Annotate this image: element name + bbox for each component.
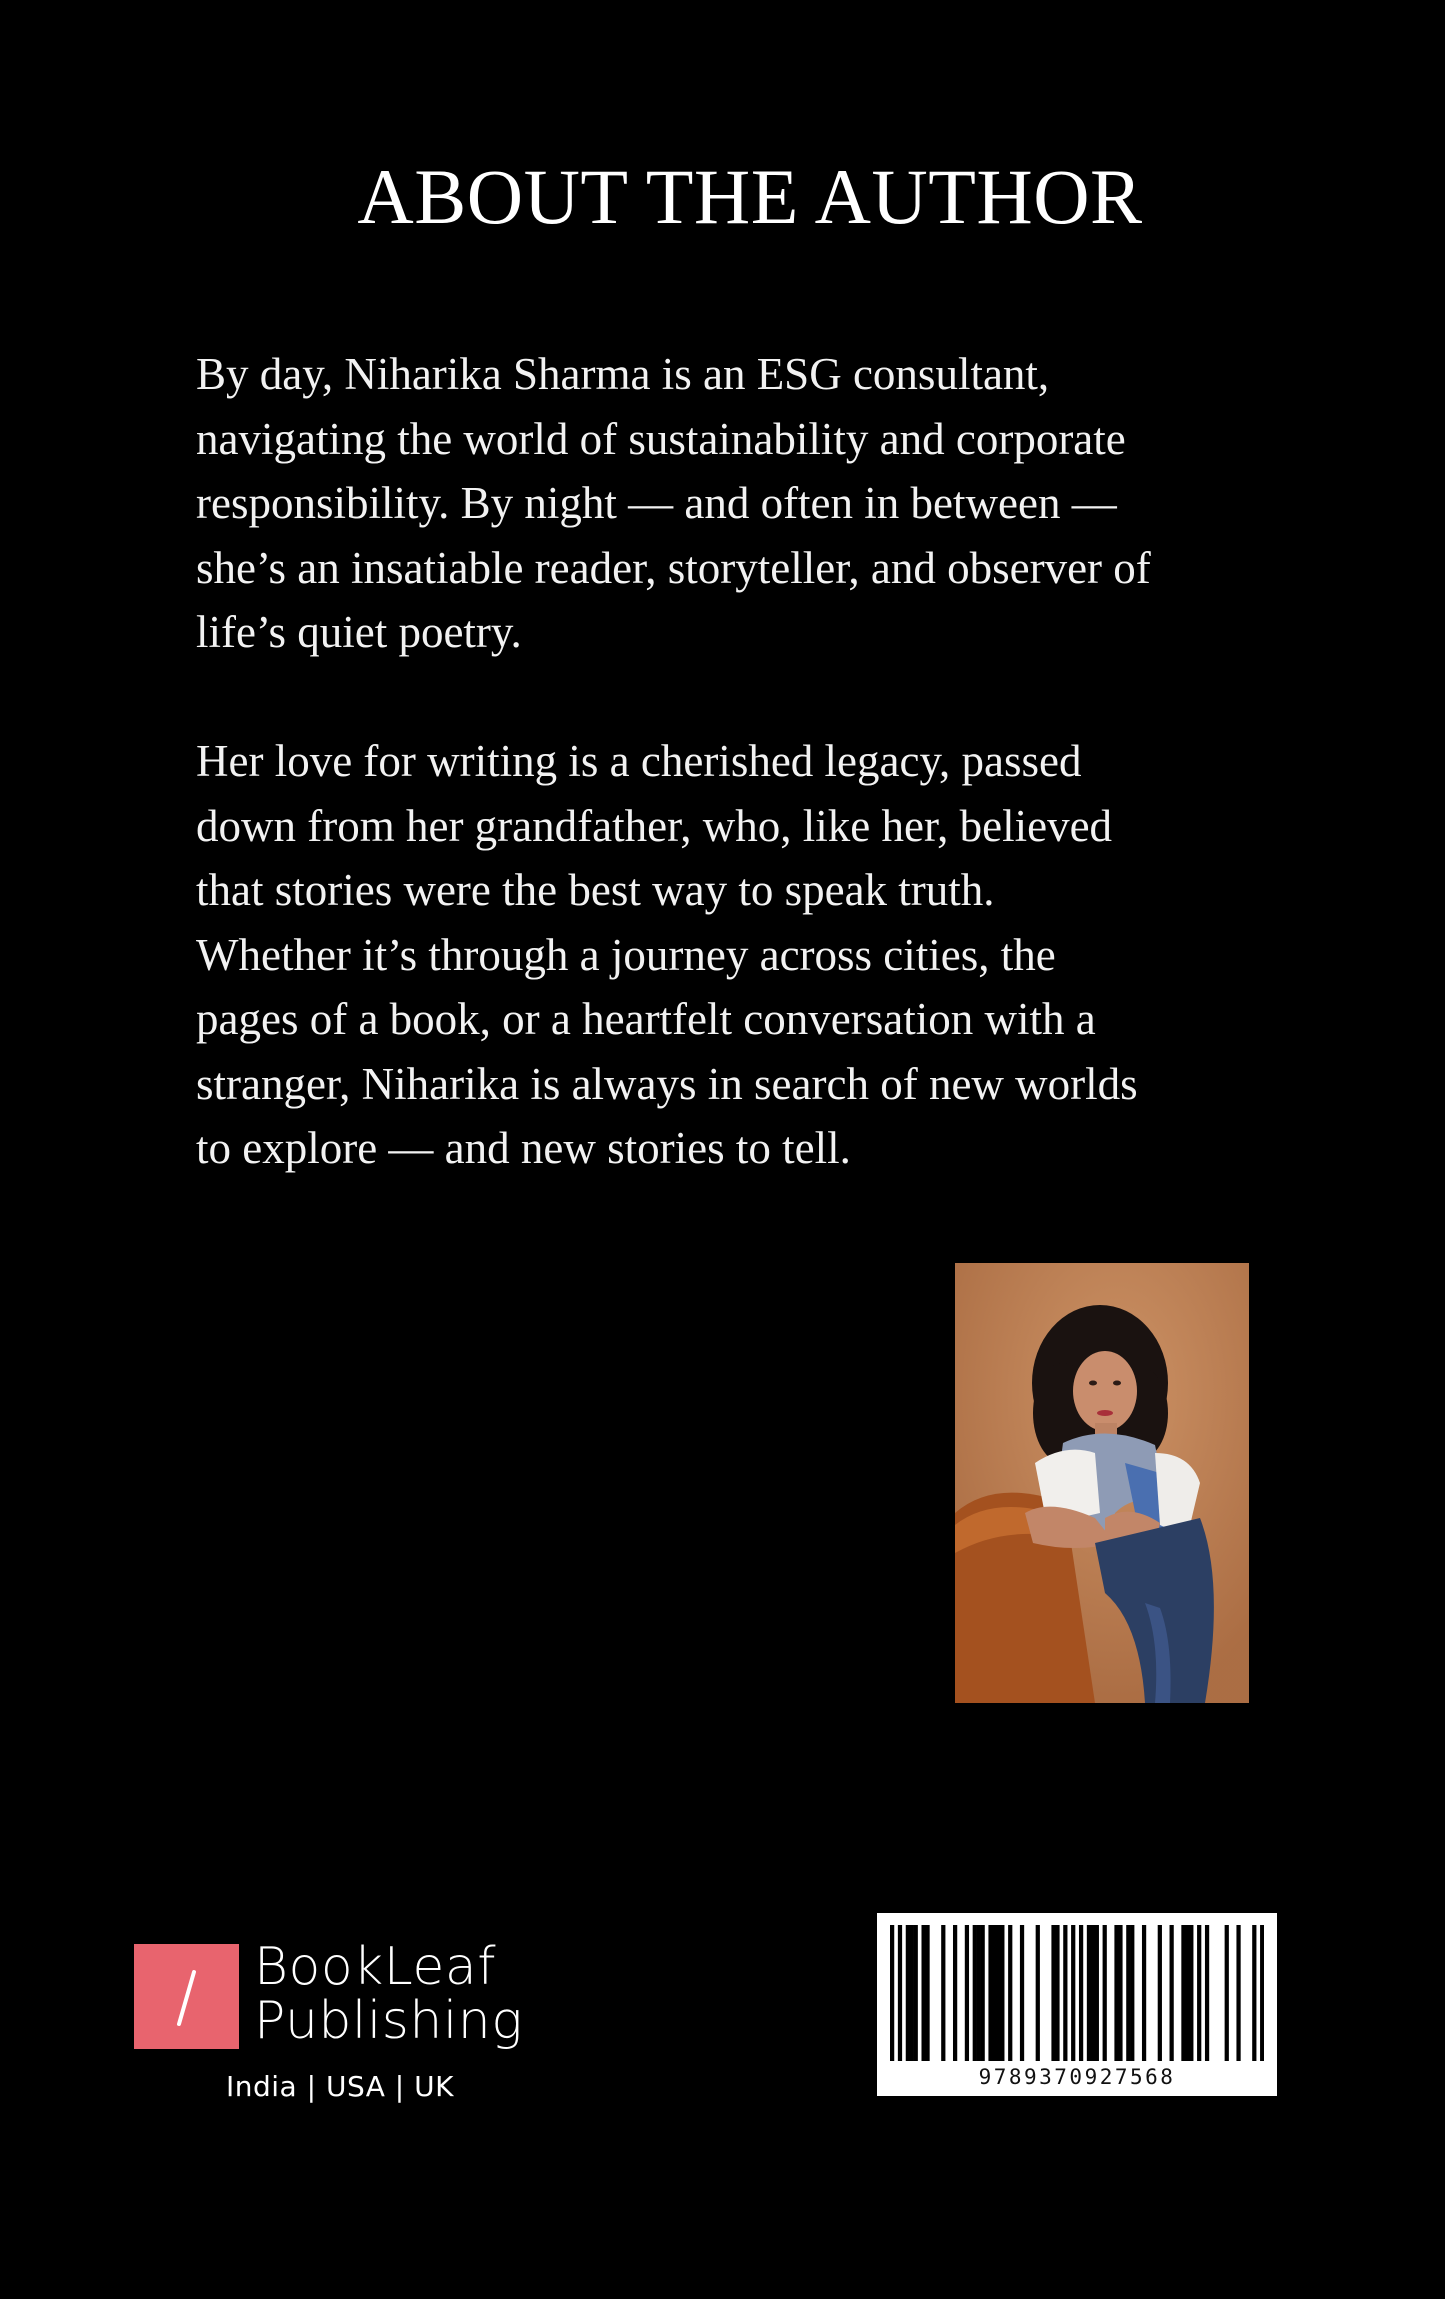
- barcode-bar: [1158, 1925, 1162, 2061]
- page-title: ABOUT THE AUTHOR: [357, 153, 1143, 240]
- barcode-bar: [973, 1925, 977, 2061]
- barcode-bar: [996, 1925, 1000, 2061]
- author-photo: [955, 1263, 1249, 1703]
- barcode-bar: [1185, 1925, 1189, 2061]
- barcode-bar: [1095, 1925, 1099, 2061]
- barcode-bar: [890, 1925, 894, 2061]
- barcode-bar: [988, 1925, 992, 2061]
- author-portrait-illustration: [955, 1263, 1249, 1703]
- barcode-bar: [1260, 1925, 1264, 2061]
- slash-icon: [134, 1944, 239, 2049]
- publisher-logo: [134, 1937, 554, 2110]
- barcode-bar: [1114, 1925, 1118, 2061]
- barcode-bar: [898, 1925, 902, 2061]
- publisher-name-line-2: Publishing: [254, 1991, 523, 2051]
- barcode-bar: [1205, 1925, 1209, 2061]
- barcode-bar: [1189, 1925, 1193, 2061]
- barcode-bar: [1036, 1925, 1040, 2061]
- barcode-bar: [1020, 1925, 1024, 2061]
- barcode-bar: [953, 1925, 957, 2061]
- barcode-bar: [1071, 1925, 1075, 2061]
- barcode-bar: [1103, 1925, 1107, 2061]
- barcode-bar: [1197, 1925, 1201, 2061]
- publisher-name-line-1: BookLeaf: [254, 1937, 497, 1997]
- barcode-bar: [1170, 1925, 1174, 2061]
- barcode-bar: [1252, 1925, 1256, 2061]
- barcode-bar: [1051, 1925, 1055, 2061]
- publisher-regions: India | USA | UK: [226, 2070, 454, 2103]
- barcode-bar: [965, 1925, 969, 2061]
- barcode-bar: [1079, 1925, 1083, 2061]
- barcode-bar: [1236, 1925, 1240, 2061]
- author-bio: [196, 342, 1276, 1245]
- barcode-bar: [1118, 1925, 1122, 2061]
- barcode-bar: [981, 1925, 985, 2061]
- barcode-bar: [1225, 1925, 1229, 2061]
- barcode-bar: [1142, 1925, 1146, 2061]
- barcode-bar: [1000, 1925, 1004, 2061]
- barcode-bar: [1055, 1925, 1059, 2061]
- barcode-bar: [941, 1925, 945, 2061]
- barcode-bar: [1087, 1925, 1091, 2061]
- barcode-bar: [910, 1925, 914, 2061]
- barcode-bar: [1126, 1925, 1130, 2061]
- isbn-number: 9789370927568: [978, 2065, 1176, 2089]
- barcode-bar: [914, 1925, 918, 2061]
- barcode-bar: [1008, 1925, 1012, 2061]
- barcode-bar: [925, 1925, 929, 2061]
- barcode-bar: [1091, 1925, 1095, 2061]
- barcode-bar: [977, 1925, 981, 2061]
- barcode-bar: [906, 1925, 910, 2061]
- barcode-bars: [890, 1925, 1264, 2061]
- bio-paragraph-1: By day, Niharika Sharma is an ESG consultant, navigating the world of sustainability and corporate responsibility. By night — and often in between — she’s an insatiable reader, storyteller, and observer of life’s quiet poetry.: [196, 349, 1151, 657]
- barcode-bar: [1181, 1925, 1185, 2061]
- publisher-name: [254, 1937, 523, 2051]
- barcode-bar: [1063, 1925, 1067, 2061]
- barcode-bar: [992, 1925, 996, 2061]
- barcode: [877, 1913, 1277, 2096]
- barcode-bar: [921, 1925, 925, 2061]
- bio-paragraph-2: Her love for writing is a cherished legacy, passed down from her grandfather, who, like her, believed that stories were the best way to speak truth. Whether it’s through a journey across cities, the pages of a book, or a heartfelt conversation with a stranger, Niharika is always in search of new worlds to explore — and new stories to tell.: [196, 736, 1138, 1173]
- barcode-bar: [1130, 1925, 1134, 2061]
